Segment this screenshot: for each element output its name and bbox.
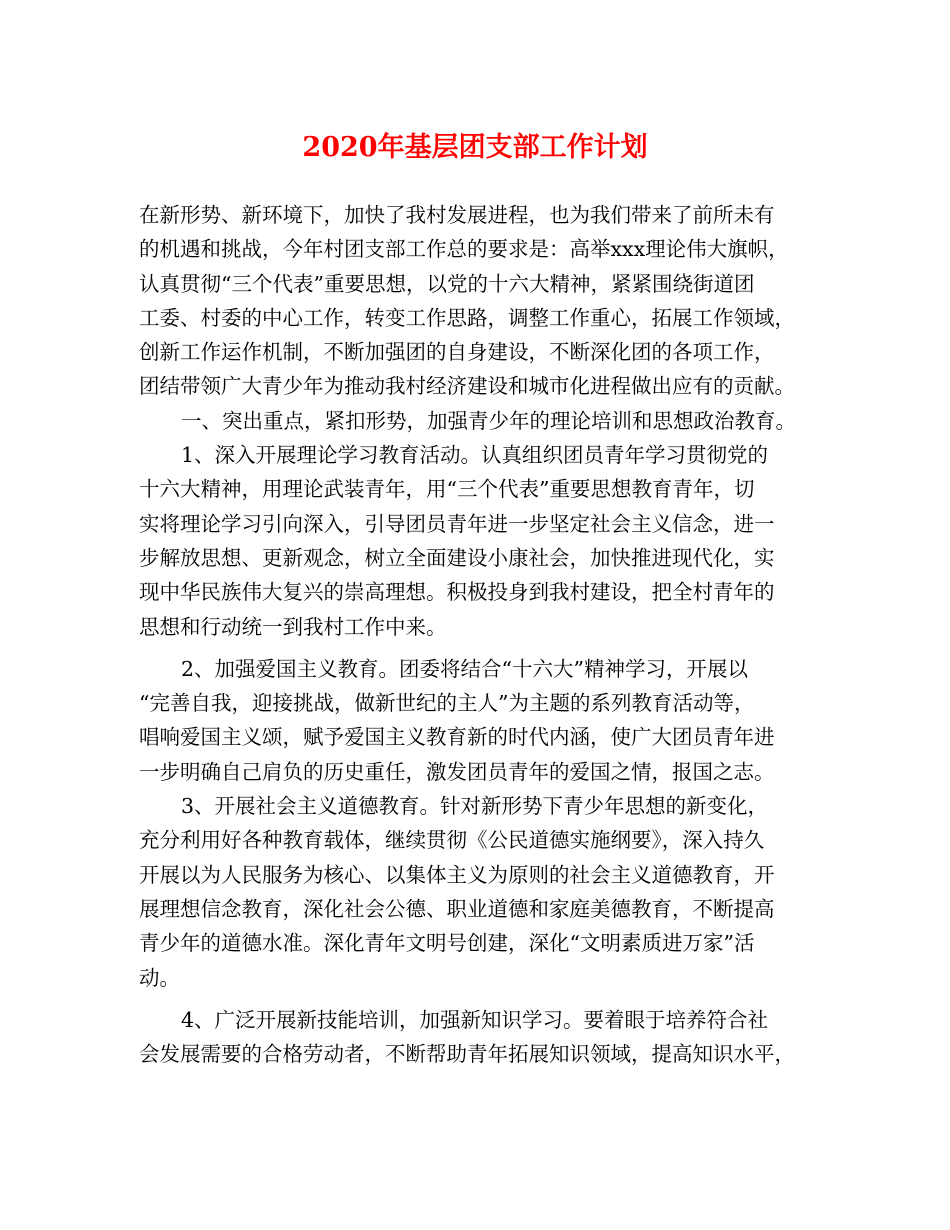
body-line: 认真贯彻“三个代表”重要思想，以党的十六大精神，紧紧围绕街道团: [139, 271, 755, 296]
body-line: 2、加强爱国主义教育。团委将结合“十六大”精神学习，开展以: [181, 656, 749, 681]
body-line: 工委、村委的中心工作，转变工作思路，调整工作重心，拓展工作领域，: [139, 305, 795, 330]
body-line: 唱响爱国主义颂，赋予爱国主义教育新的时代内涵，使广大团员青年进: [139, 725, 775, 750]
body-line: 1、深入开展理论学习教育活动。认真组织团员青年学习贯彻党的: [181, 443, 769, 468]
body-line: 充分利用好各种教育载体，继续贯彻《公民道德实施纲要》，深入持久: [139, 828, 765, 853]
body-line: 开展以为人民服务为核心、以集体主义为原则的社会主义道德教育，开: [139, 862, 775, 887]
paragraph-gap: [139, 644, 819, 652]
body-line: 一、突出重点，紧扣形势，加强青少年的理论培训和思想政治教育。: [181, 408, 796, 433]
body-line: 创新工作运作机制，不断加强团的自身建设，不断深化团的各项工作，: [139, 340, 775, 365]
body-line: 一步明确自己肩负的历史重任，激发团员青年的爱国之情，报国之志。: [139, 759, 775, 784]
document-body: [139, 198, 819, 1071]
body-line: 步解放思想、更新观念，树立全面建设小康社会，加快推进现代化，实: [139, 545, 775, 570]
body-line: 青少年的道德水准。深化青年文明号创建，深化“文明素质进万家”活: [139, 931, 755, 956]
body-line: 十六大精神，用理论武装青年，用“三个代表”重要思想教育青年，切: [139, 477, 755, 502]
body-line: 展理想信念教育，深化社会公德、职业道德和家庭美德教育，不断提高: [139, 896, 775, 921]
document-title: 2020年基层团支部工作计划: [302, 132, 648, 163]
body-line: 实将理论学习引向深入，引导团员青年进一步坚定社会主义信念，进一: [139, 511, 775, 536]
body-line: 现中华民族伟大复兴的崇高理想。积极投身到我村建设，把全村青年的: [139, 580, 775, 605]
body-line: 思想和行动统一到我村工作中来。: [139, 614, 447, 639]
body-line: 动。: [139, 965, 180, 990]
paragraph-gap: [139, 995, 819, 1003]
body-line: “完善自我，迎接挑战，做新世纪的主人”为主题的系列教育活动等，: [139, 691, 755, 716]
body-line: 在新形势、新环境下，加快了我村发展进程，也为我们带来了前所未有: [139, 203, 775, 227]
body-line: 会发展需要的合格劳动者，不断帮助青年拓展知识领域，提高知识水平，: [139, 1042, 795, 1067]
body-line: 3、开展社会主义道德教育。针对新形势下青少年思想的新变化，: [181, 794, 769, 819]
body-line: 团结带领广大青少年为推动我村经济建设和城市化进程做出应有的贡献。: [139, 374, 795, 399]
body-line: 4、广泛开展新技能培训，加强新知识学习。要着眼于培养符合社: [181, 1007, 769, 1032]
body-line: 的机遇和挑战，今年村团支部工作总的要求是：高举xxx理论伟大旗帜，: [139, 237, 789, 262]
